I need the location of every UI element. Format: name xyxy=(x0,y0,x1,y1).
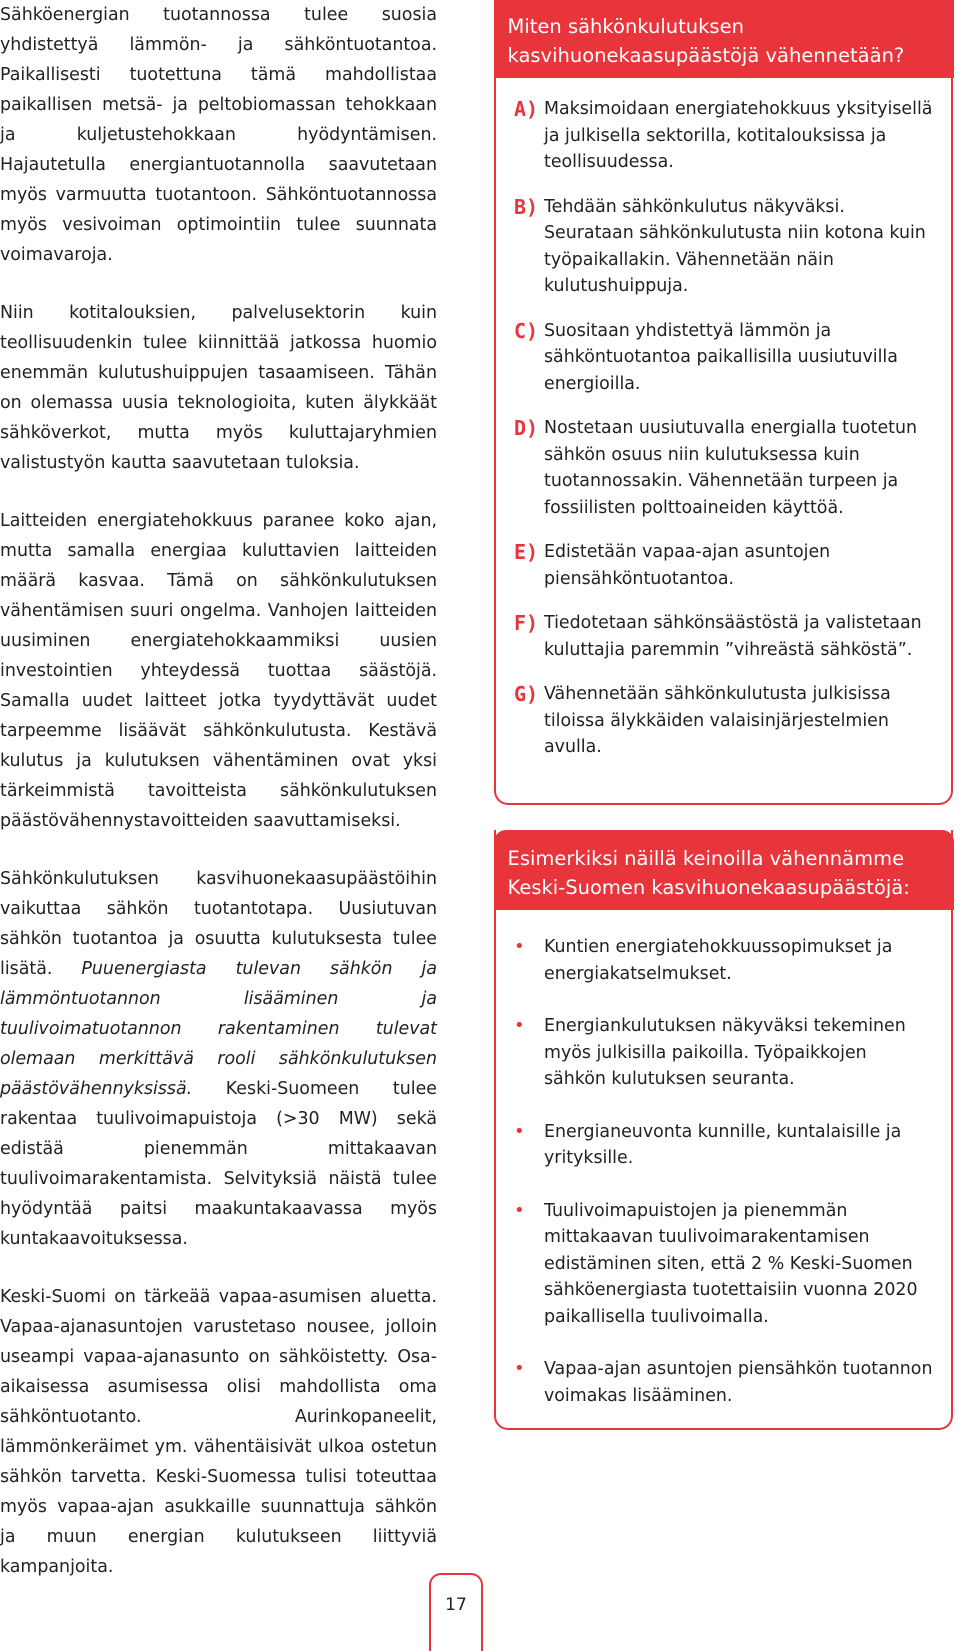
list-item xyxy=(514,1013,933,1093)
item-text: Vapaa-ajan asuntojen piensähkön tuotannon voimakas lisääminen. xyxy=(544,1359,933,1406)
paragraph-4-start: Sähkönkulutuksen kasvihuonekaasupäästöihin vaikuttaa sähkön tuotantotapa. Uusiutuvan sähkön tuotantoa ja osuutta kulutuksesta tulee lisätä. xyxy=(0,869,437,979)
examples-list xyxy=(496,910,951,1409)
item-letter: E) xyxy=(514,540,539,564)
item-text: Suositaan yhdistettyä lämmön ja sähköntuotantoa paikallisilla uusiutuvilla energioilla. xyxy=(544,320,898,394)
bullet-icon: • xyxy=(514,1015,525,1036)
list-item xyxy=(514,610,933,663)
item-text: Tuulivoimapuistojen ja pienemmän mittakaavan tuulivoimarakentamisen edistäminen siten, että 2 % Keski-Suomen sähköenergiasta tuotettaisiin vuonna 2020 paikallisella tuulivoimalla. xyxy=(544,1200,918,1327)
bullet-icon: • xyxy=(514,1199,525,1221)
item-text: Edistetään vapaa-ajan asuntojen piensähköntuotantoa. xyxy=(544,542,831,589)
paragraph-4 xyxy=(0,864,437,1254)
examples-title: Esimerkiksi näillä keinoilla vähennämme Keski-Suomen kasvihuonekaasupäästöjä: xyxy=(494,830,954,910)
paragraph-1: Sähköenergian tuotannossa tulee suosia yhdistettyä lämmön- ja sähköntuotantoa. Paikallisesti tuotettuna tämä mahdollistaa paikallisen metsä- ja peltobiomassan tehokkaan ja kuljetustehokkaan hyödyntämisen. Hajautetulla energiantuotannolla saavutetaan myös varmuutta tuotantoon. Sähköntuotannossa myös vesivoiman optimointiin tulee suunnata voimavaroja. xyxy=(0,5,437,265)
list-item xyxy=(514,415,933,521)
list-item xyxy=(514,681,933,761)
paragraph-4-emphasis: Puuenergiasta tulevan sähkön ja lämmöntuotannon lisääminen ja tuulivoimatuotannon rakentaminen tulevat olemaan merkittävä rooli sähkönkulutuksen päästövähennyksissä. xyxy=(0,959,437,1099)
item-letter: G) xyxy=(514,682,539,706)
list-item xyxy=(514,318,933,398)
examples-box xyxy=(494,830,953,1430)
list-item xyxy=(514,1356,933,1409)
main-text-column xyxy=(0,0,437,1610)
paragraph-4-end: Keski-Suomeen tulee rakentaa tuulivoimapuistoja (>30 MW) sekä edistää pienemmän mittakaavan tuulivoimarakentamista. Selvityksiä näistä tulee hyödyntää paitsi maakuntakaavassa myös kuntakaavoituksessa. xyxy=(0,1079,437,1249)
bullet-icon: • xyxy=(514,936,525,957)
item-text: Maksimoidaan energiatehokkuus yksityisellä ja julkisella sektorilla, kotitalouksissa ja teollisuudessa. xyxy=(544,99,933,172)
item-letter: F) xyxy=(514,611,539,635)
reduction-methods-list xyxy=(496,78,951,761)
paragraph-5: Keski-Suomi on tärkeää vapaa-asumisen aluetta. Vapaa-ajanasuntojen varustetaso nousee, jolloin useampi vapaa-ajanasunto on sähköistetty. Osa-aikaisessa asumisessa olisi mahdollista oma sähköntuotanto. Aurinkopaneelit, lämmönkeräimet ym. vähentäisivät ulkoa ostetun sähkön tarvetta. Keski-Suomessa tulisi toteuttaa myös vapaa-ajan asukkaille suunnattuja sähkön ja muun energian kulutukseen liittyviä kampanjoita. xyxy=(0,1287,437,1577)
page-number-tab xyxy=(429,1573,483,1651)
list-item xyxy=(514,1198,933,1331)
bullet-icon: • xyxy=(514,1358,525,1379)
reduction-methods-title: Miten sähkönkulutuksen kasvihuonekaasupäästöjä vähennetään? xyxy=(494,0,954,78)
item-text: Vähennetään sähkönkulutusta julkisissa tiloissa älykkäiden valaisinjärjestelmien avulla. xyxy=(544,684,891,757)
item-text: Tehdään sähkönkulutus näkyväksi. Seurataan sähkönkulutusta niin kotona kuin työpaikallakin. Vähennetään näin kulutushuippuja. xyxy=(544,196,926,296)
list-item xyxy=(514,194,933,300)
item-text: Kuntien energiatehokkuussopimukset ja energiakatselmukset. xyxy=(544,937,893,984)
item-letter: A) xyxy=(514,97,539,121)
list-item xyxy=(514,934,933,987)
item-text: Nostetaan uusiutuvalla energialla tuotetun sähkön osuus niin kulutuksessa kuin tuotannossakin. Vähennetään turpeen ja fossiilisten polttoaineiden käyttöä. xyxy=(544,418,918,518)
item-text: Energianeuvonta kunnille, kuntalaisille ja yrityksille. xyxy=(544,1121,902,1168)
item-letter: D) xyxy=(514,416,539,440)
item-letter: C) xyxy=(514,318,539,343)
list-item xyxy=(514,539,933,592)
paragraph-2: Niin kotitalouksien, palvelusektorin kuin teollisuudenkin tulee kiinnittää jatkossa huomio enemmän kulutushuippujen tasaamiseen. Tähän on olemassa uusia teknologioita, kuten älykkäät sähköverkot, mutta myös kuluttajaryhmien valistustyön kautta saavutetaan tuloksia. xyxy=(0,303,437,473)
page-number: 17 xyxy=(445,1595,467,1615)
list-item xyxy=(514,96,933,176)
item-letter: B) xyxy=(514,194,539,219)
reduction-methods-box xyxy=(494,0,953,805)
paragraph-3: Laitteiden energiatehokkuus paranee koko ajan, mutta samalla energiaa kuluttavien laitteiden määrä kasvaa. Tämä on sähkönkulutuksen vähentämisen suuri ongelma. Vanhojen laitteiden uusiminen energiatehokkaammiksi uusien investointien yhteydessä tuottaa säästöjä. Samalla uudet laitteet jotka tyydyttävät uudet tarpeemme lisäävät sähkönkulutusta. Kestävä kulutus ja kulutuksen vähentäminen ovat yksi tärkeimmistä tavoitteista sähkönkulutuksen päästövähennystavoitteiden saavuttamiseksi. xyxy=(0,511,437,831)
item-text: Energiankulutuksen näkyväksi tekeminen myös julkisilla paikoilla. Työpaikkojen sähkön kulutuksen seuranta. xyxy=(544,1016,906,1089)
list-item xyxy=(514,1119,933,1172)
bullet-icon: • xyxy=(514,1120,525,1142)
item-text: Tiedotetaan sähkönsäästöstä ja valistetaan kuluttajia paremmin ”vihreästä sähköstä”. xyxy=(544,613,922,660)
